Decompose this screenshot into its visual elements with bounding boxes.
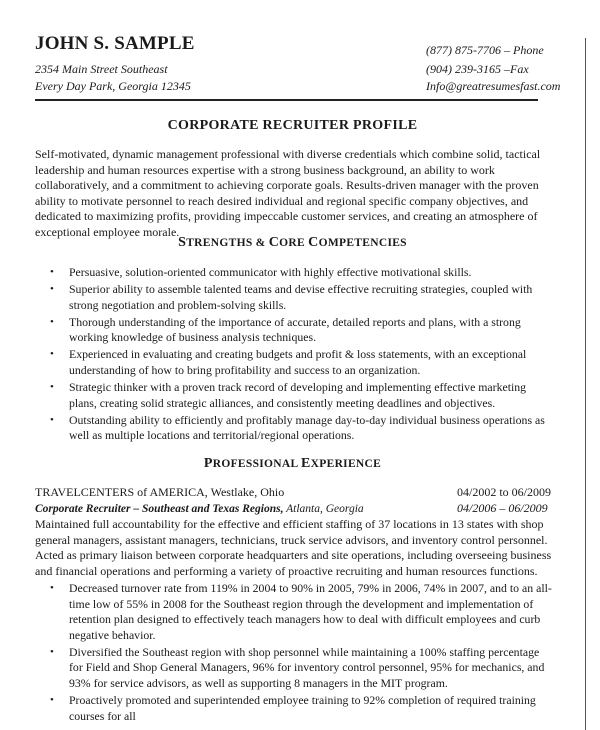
list-item: • Persuasive, solution-oriented communicator with highly effective motivational skills. — [50, 265, 472, 279]
list-item: • Superior ability to assemble talented teams and devise effective recruiting strategies, coupled with strong negotiation and problem-solving skills. — [50, 282, 533, 312]
experience-achievements — [35, 581, 555, 726]
city-address: Every Day Park, Georgia 12345 — [35, 79, 191, 93]
page-edge-rule — [585, 38, 586, 730]
profile-summary: Self-motivated, dynamic management professional with diverse credentials which combine solid, tactical leadership and human resources expertise with a strong business background, an ability to work collaboratively, and a commitment to achieving corporate goals. Results-driven manager with the proven ability to motivate personnel to reach desired individual and regional specific company objectives, and dedicated to maximizing profits, providing impeccable customer services, and creating an atmosphere of exceptional employee morale. — [35, 147, 541, 239]
fax-number: (904) 239-3165 –Fax — [426, 62, 529, 76]
header-divider — [35, 99, 538, 101]
candidate-name: JOHN S. SAMPLE — [35, 33, 195, 54]
role-line — [35, 501, 548, 516]
list-item: • Thorough understanding of the importance of accurate, detailed reports and plans, with a strong working knowledge of business analysis techniques. — [50, 314, 521, 345]
phone-number: (877) 875-7706 – Phone — [426, 43, 544, 57]
strengths-heading: STRENGTHS & CORE COMPETENCIES — [178, 235, 407, 250]
experience-summary: Maintained full accountability for the effective and efficient staffing of 37 locations in 13 states with shop general managers, assistant managers, technicians, truck service advisors, and inventory control personnel. Acted as primary liaison between corporate headquarters and site operations, including overseeing business and financial operations and performing a variety of proactive recruiting and human resources functions. — [35, 517, 552, 578]
street-address: 2354 Main Street Southeast — [35, 62, 168, 76]
company-location: , Westlake, Ohio — [204, 485, 285, 499]
strengths-list — [35, 265, 555, 446]
employment-dates: 04/2002 to 06/2009 — [457, 485, 552, 499]
employer-line — [35, 485, 552, 500]
list-item: • Strategic thinker with a proven track record of developing and implementing effective marketing plans, creating solid strategic alliances, and consistently meeting deadlines and objectives. — [50, 380, 527, 410]
experience-heading: PROFESSIONAL EXPERIENCE — [203, 456, 382, 471]
role-location: Atlanta, Georgia — [283, 503, 364, 515]
list-item: • Proactively promoted and superintended employee training to 92% completion of required training courses for all — [50, 693, 536, 723]
role-dates: 04/2006 – 06/2009 — [457, 501, 548, 515]
list-item: • Experienced in evaluating and creating budgets and profit & loss statements, with an exceptional understanding of how to bring profitability and success to an organization. — [50, 347, 527, 378]
role-title: Corporate Recruiter – Southeast and Texas Regions, — [35, 503, 284, 515]
list-item: • Diversified the Southeast region with shop personnel while maintaining a 100% staffing percentage for Field and Shop General Managers, 96% for inventory control personnel, 95% for mechanics, and 93% for service advisors, as well as supporting 8 managers in the MIT program. — [50, 644, 545, 691]
list-item: • Outstanding ability to efficiently and profitably manage day-to-day individual business operations as well as multiple locations and territorial/regional operations. — [50, 412, 545, 443]
list-item: • Decreased turnover rate from 119% in 2004 to 90% in 2005, 79% in 2006, 74% in 2007, and to an all-time low of 55% in 2008 for the Southeast region through the development and implementation of retention plan designed to effectively teach managers how to deal with difficult employees and curb negative behavior. — [50, 581, 552, 642]
company-name: TRAVELCENTERS of AMERICA — [35, 485, 205, 499]
profile-heading: CORPORATE RECRUITER PROFILE — [167, 118, 418, 133]
email-address: Info@greatresumesfast.com — [426, 79, 561, 93]
